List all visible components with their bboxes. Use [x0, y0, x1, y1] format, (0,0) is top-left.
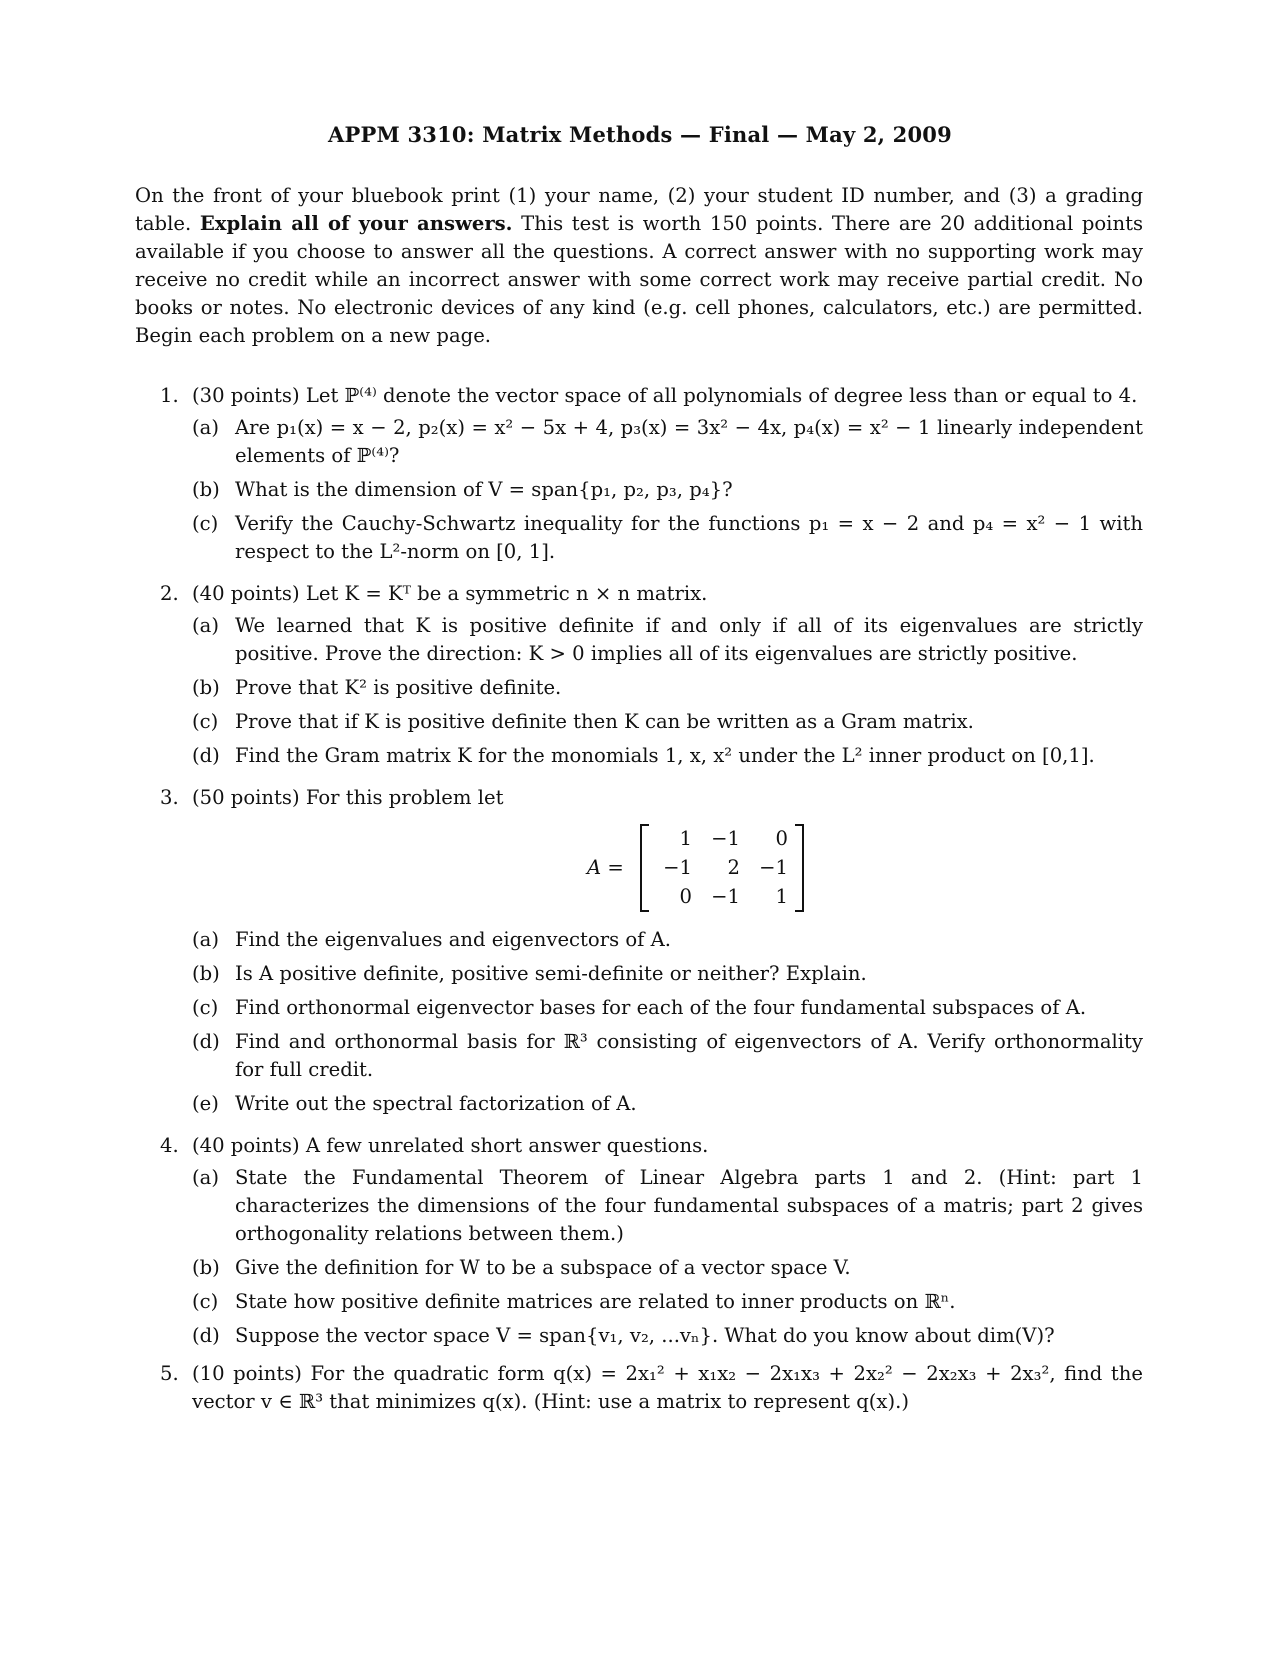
part-label: (a) [192, 928, 219, 951]
matrix-cell: −1 [711, 885, 740, 908]
problem-part [192, 476, 1143, 504]
part-text: Is A positive definite, positive semi-definite or neither? Explain. [235, 962, 867, 985]
part-label: (e) [192, 1092, 219, 1115]
instructions-bold: Explain all of your answers. [199, 212, 513, 235]
problem-5 [160, 1360, 1143, 1416]
part-label: (d) [192, 744, 220, 767]
problem-number: 2. [160, 582, 179, 605]
problem-3 [160, 784, 1143, 1118]
problem-part [192, 510, 1143, 566]
matrix-row [642, 853, 802, 882]
part-text: Give the definition for W to be a subspace of a vector space V. [235, 1256, 851, 1279]
problem-number: 4. [160, 1134, 179, 1157]
part-label: (d) [192, 1030, 220, 1053]
part-text: Verify the Cauchy-Schwartz inequality for the functions p₁ = x − 2 and p₄ = x² − 1 with respect to the L²-norm on [0, 1]. [235, 512, 1143, 563]
part-text: Write out the spectral factorization of A. [235, 1092, 637, 1115]
problem-part [192, 1322, 1143, 1350]
part-label: (b) [192, 1256, 220, 1279]
part-label: (c) [192, 710, 219, 733]
problem-part [192, 1288, 1143, 1316]
problem-part [192, 612, 1143, 668]
matrix-brackets [640, 824, 804, 912]
problem-part [192, 708, 1143, 736]
matrix-cell: 0 [679, 885, 692, 908]
problem-stem: (40 points) A few unrelated short answer questions. [192, 1134, 709, 1157]
problem-number: 1. [160, 384, 179, 407]
problem-part [192, 1028, 1143, 1084]
part-text: Find orthonormal eigenvector bases for each of the four fundamental subspaces of A. [235, 996, 1087, 1019]
matrix-label: A = [587, 856, 624, 879]
matrix-cell: −1 [711, 827, 740, 850]
problem-part [192, 1164, 1143, 1248]
part-text: Suppose the vector space V = span{v₁, v₂, ...vₙ}. What do you know about dim(V)? [235, 1324, 1055, 1347]
problem-part [192, 1090, 1143, 1118]
problem-stem: (10 points) For the quadratic form q(x) = 2x₁² + x₁x₂ − 2x₁x₃ + 2x₂² − 2x₂x₃ + 2x₃², find the vector v ∈ ℝ³ that minimizes q(x). (Hint: use a matrix to represent q(x).) [192, 1362, 1143, 1413]
problem-part [192, 994, 1143, 1022]
instructions-paragraph [135, 182, 1143, 350]
part-text: Find and orthonormal basis for ℝ³ consisting of eigenvectors of A. Verify orthonormality for full credit. [235, 1030, 1143, 1081]
problem-stem: (30 points) Let ℙ⁽⁴⁾ denote the vector space of all polynomials of degree less than or equal to 4. [192, 384, 1138, 407]
problem-stem: (50 points) For this problem let [192, 786, 504, 809]
part-label: (c) [192, 1290, 219, 1313]
part-label: (a) [192, 614, 219, 637]
problem-part [192, 674, 1143, 702]
matrix-cell: 2 [727, 856, 740, 879]
part-text: Prove that K² is positive definite. [235, 676, 562, 699]
matrix-cell: 1 [679, 827, 692, 850]
problem-part [192, 960, 1143, 988]
part-label: (b) [192, 478, 220, 501]
part-text: State how positive definite matrices are related to inner products on ℝⁿ. [235, 1290, 956, 1313]
matrix-cell: 1 [775, 885, 788, 908]
part-text: What is the dimension of V = span{p₁, p₂, p₃, p₄}? [235, 478, 733, 501]
problem-number: 5. [160, 1362, 179, 1385]
matrix-cell: 0 [775, 827, 788, 850]
part-text: Prove that if K is positive definite then K can be written as a Gram matrix. [235, 710, 974, 733]
problem-1 [160, 382, 1143, 566]
problem-stem: (40 points) Let K = Kᵀ be a symmetric n × n matrix. [192, 582, 708, 605]
part-text: State the Fundamental Theorem of Linear Algebra parts 1 and 2. (Hint: part 1 characterizes the dimensions of the four fundamental subspaces of a matris; part 2 gives orthogonality relations between them.) [235, 1166, 1143, 1245]
matrix-display [192, 824, 1143, 916]
matrix-row [642, 882, 802, 911]
part-text: Find the Gram matrix K for the monomials 1, x, x² under the L² inner product on [0,1]. [235, 744, 1095, 767]
part-text: We learned that K is positive definite if and only if all of its eigenvalues are strictly positive. Prove the direction: K > 0 implies all of its eigenvalues are strictly positive. [235, 614, 1143, 665]
problem-part [192, 1254, 1143, 1282]
part-text: Are p₁(x) = x − 2, p₂(x) = x² − 5x + 4, p₃(x) = 3x² − 4x, p₄(x) = x² − 1 linearly independent elements of ℙ⁽⁴⁾? [235, 416, 1143, 467]
part-label: (d) [192, 1324, 220, 1347]
problem-number: 3. [160, 786, 179, 809]
part-label: (b) [192, 676, 220, 699]
problem-2 [160, 580, 1143, 770]
problem-4 [160, 1132, 1143, 1350]
problem-list [160, 382, 1143, 1416]
part-label: (b) [192, 962, 220, 985]
part-label: (a) [192, 416, 219, 439]
instructions-text-1: On the front of your bluebook print (1) your name, (2) your student ID number, and (3) a grading table. [135, 184, 1143, 235]
problem-part [192, 742, 1143, 770]
matrix-row [642, 824, 802, 853]
instructions-text-2: This test is worth 150 points. There are 20 additional points available if you choose to answer all the questions. A correct answer with no supporting work may receive no credit while an incorrect answer with some correct work may receive partial credit. No books or notes. No electronic devices of any kind (e.g. cell phones, calculators, etc.) are permitted. Begin each problem on a new page. [135, 212, 1144, 347]
problem-part [192, 926, 1143, 954]
page-title: APPM 3310: Matrix Methods — Final — May 2, 2009 [328, 122, 952, 147]
matrix-cell: −1 [663, 856, 692, 879]
matrix-cell: −1 [759, 856, 788, 879]
part-label: (a) [192, 1166, 219, 1189]
part-label: (c) [192, 996, 219, 1019]
part-label: (c) [192, 512, 219, 535]
problem-part [192, 414, 1143, 470]
part-text: Find the eigenvalues and eigenvectors of A. [235, 928, 672, 951]
